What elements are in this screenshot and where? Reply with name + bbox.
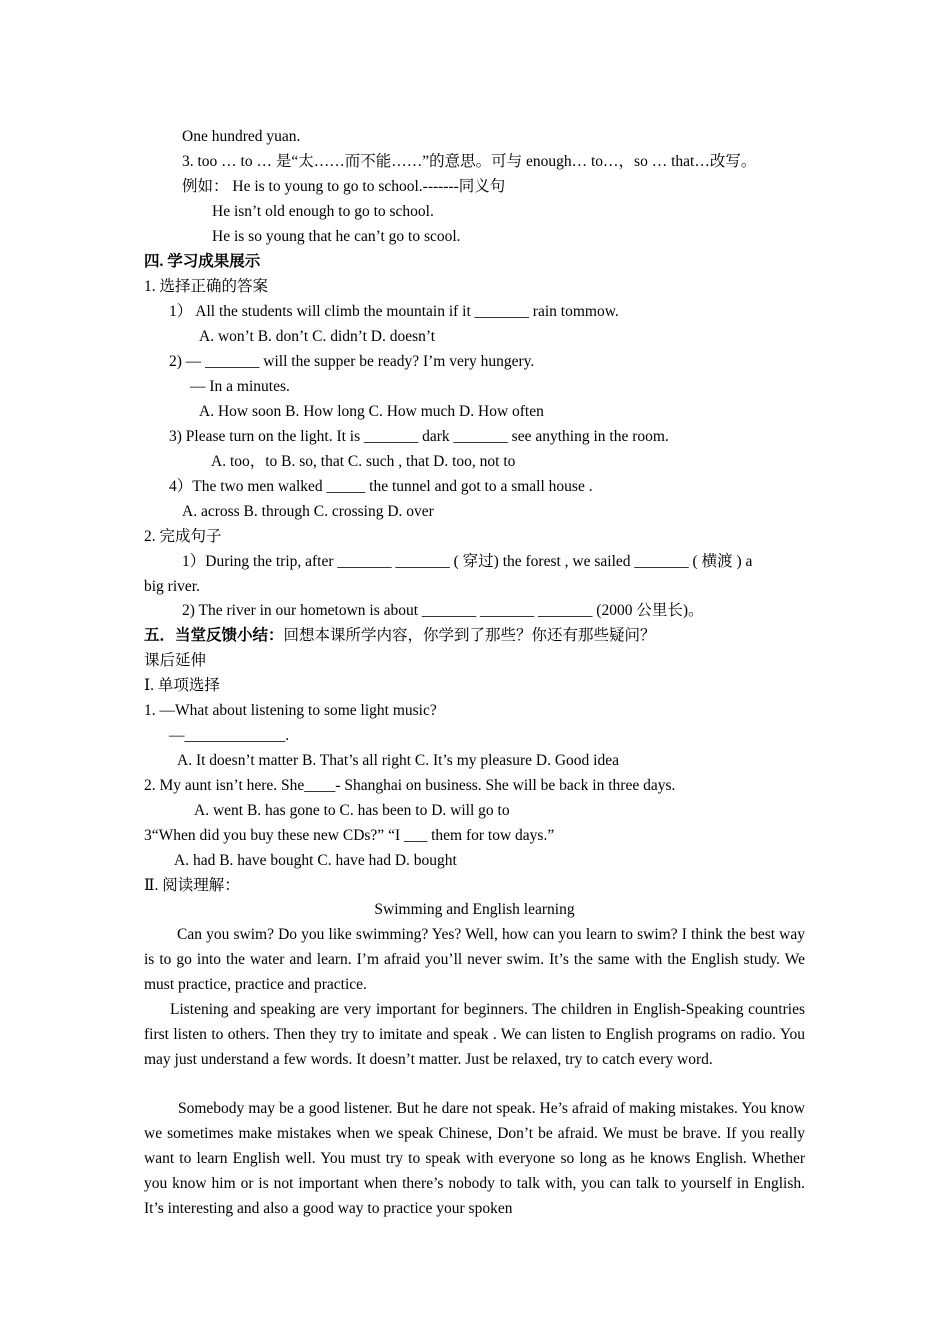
answer-options: A. went B. has gone to C. has been to D. will go to	[194, 802, 510, 819]
text-line: 例如： He is to young to go to school.-------同义句	[182, 178, 506, 195]
section-heading-line	[144, 626, 656, 646]
answer-options: A. How soon B. How long C. How much D. How often	[199, 403, 544, 420]
text-line: He is so young that he can’t go to scool.	[212, 228, 461, 245]
section-heading: 五．当堂反馈小结：	[144, 627, 284, 644]
reading-title: Swimming and English learning	[374, 901, 575, 918]
answer-options: A. won’t B. don’t C. didn’t D. doesn’t	[199, 328, 436, 345]
answer-line: —_____________.	[169, 727, 290, 744]
question: 1. —What about listening to some light music?	[144, 702, 437, 719]
subheading: Ⅰ. 单项选择	[144, 677, 220, 694]
text-line: 3. too … to … 是“太……而不能……”的意思。可与 enough… to…，so … that…改写。	[182, 153, 757, 170]
reading-paragraph: Somebody may be a good listener. But he dare not speak. He’s afraid of making mistakes. You know we sometimes make mistakes when we speak Chinese, Don’t be afraid. We must be brave. If you really want to learn English well. You must try to speak with everyone so long as he knows English. Whether you know him or is not important when there’s nobody to talk with, you can talk to yourself in English. It’s interesting and also a good way to practice your spoken	[144, 1100, 805, 1217]
subheading: 2. 完成句子	[144, 528, 222, 545]
answer-options: A. had B. have bought C. have had D. bought	[174, 852, 457, 869]
section-heading: 四. 学习成果展示	[144, 253, 261, 270]
subheading: 课后延伸	[144, 652, 207, 669]
subheading: Ⅱ. 阅读理解：	[144, 877, 240, 894]
section-text: 回想本课所学内容，你学到了那些？你还有那些疑问？	[283, 627, 656, 644]
subheading: 1. 选择正确的答案	[144, 278, 269, 295]
sentence-item: big river.	[144, 578, 200, 595]
sentence-item: 2) The river in our hometown is about _______ _______ _______ (2000 公里长)。	[182, 602, 704, 619]
sentence-item: 1）During the trip, after _______ _______ ( 穿过) the forest , we sailed _______ ( 横渡 ) a	[182, 553, 753, 570]
question: 2) — _______ will the supper be ready? I’m very hungery.	[169, 353, 535, 370]
answer-line: — In a minutes.	[190, 378, 290, 395]
text-line: He isn’t old enough to go to school.	[212, 203, 434, 220]
question: 3“When did you buy these new CDs?” “I ___ them for tow days.”	[144, 827, 555, 844]
answer-options: A. too，to B. so, that C. such , that D. too, not to	[211, 453, 516, 470]
answer-options: A. It doesn’t matter B. That’s all right C. It’s my pleasure D. Good idea	[177, 752, 619, 769]
question: 2. My aunt isn’t here. She____- Shanghai on business. She will be back in three days.	[144, 777, 676, 794]
answer-options: A. across B. through C. crossing D. over	[182, 503, 434, 520]
question: 1） All the students will climb the mountain if it _______ rain tommow.	[169, 303, 619, 320]
reading-paragraph: Can you swim? Do you like swimming? Yes? Well, how can you learn to swim? I think the best way is to go into the water and learn. I’m afraid you’ll never swim. It’s the same with the English study. We must practice, practice and practice.	[144, 926, 805, 993]
question: 4）The two men walked _____ the tunnel and got to a small house .	[169, 478, 593, 495]
question: 3) Please turn on the light. It is _______ dark _______ see anything in the room.	[169, 428, 669, 445]
reading-paragraph: Listening and speaking are very important for beginners. The children in English-Speaking countries first listen to others. Then they try to imitate and speak . We can listen to English programs on radio. You may just understand a few words. It doesn’t matter. Just be relaxed, try to catch every word.	[144, 1001, 805, 1068]
text-line: One hundred yuan.	[182, 128, 301, 145]
